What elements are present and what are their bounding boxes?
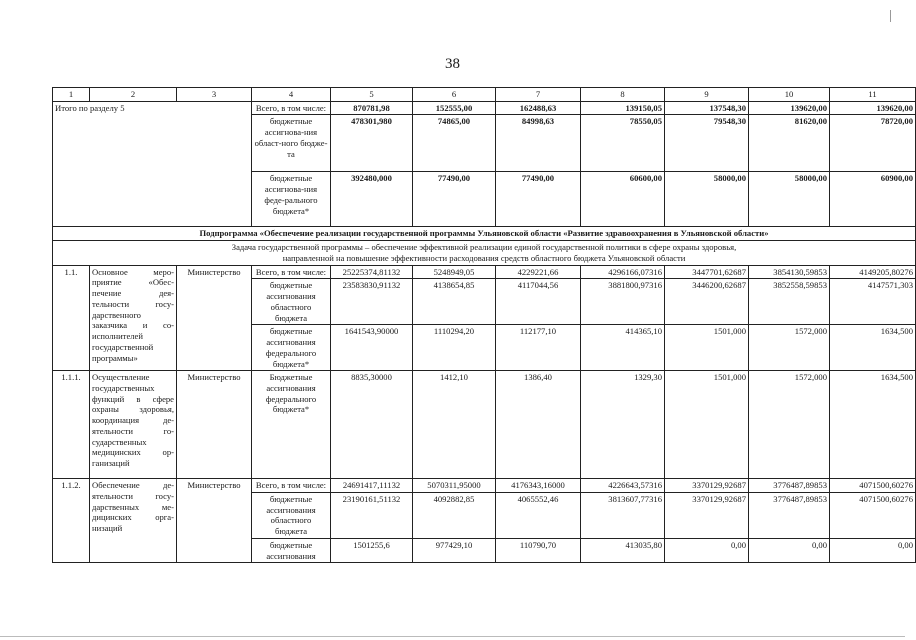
total-label: Итого по разделу 5 xyxy=(53,101,252,227)
value-cell: 1634,500 xyxy=(830,325,916,371)
value-cell: 3854130,59853 xyxy=(749,265,830,279)
value-cell: 1412,10 xyxy=(413,371,496,479)
header-cell: 9 xyxy=(665,88,749,102)
funding-kind: Всего, в том числе: xyxy=(252,479,331,493)
value-cell: 4071500,60276 xyxy=(830,493,916,539)
header-cell: 8 xyxy=(581,88,665,102)
value-cell: 139150,05 xyxy=(581,101,665,115)
item-number: 1.1.1. xyxy=(53,371,90,479)
value-cell: 4149205,80276 xyxy=(830,265,916,279)
value-cell: 5070311,95000 xyxy=(413,479,496,493)
value-cell: 152555,00 xyxy=(413,101,496,115)
value-cell: 3370129,92687 xyxy=(665,493,749,539)
item-executor: Министерство xyxy=(177,371,252,479)
value-cell: 112177,10 xyxy=(496,325,581,371)
value-cell: 3446200,62687 xyxy=(665,279,749,325)
funding-kind: бюджетные ассигнова-ния феде-рального бюджета* xyxy=(252,172,331,227)
value-cell: 1572,000 xyxy=(749,371,830,479)
value-cell: 414365,10 xyxy=(581,325,665,371)
total-row xyxy=(53,101,916,115)
value-cell: 1110294,20 xyxy=(413,325,496,371)
value-cell: 870781,98 xyxy=(331,101,413,115)
item-row xyxy=(53,371,916,479)
funding-kind: бюджетные ассигнования областного бюджета xyxy=(252,279,331,325)
value-cell: 78550,05 xyxy=(581,115,665,172)
task-row xyxy=(53,241,916,265)
scan-edge-line xyxy=(0,636,905,637)
value-cell: 139620,00 xyxy=(749,101,830,115)
item-number: 1.1.2. xyxy=(53,479,90,563)
value-cell: 0,00 xyxy=(749,538,830,562)
value-cell: 24691417,11132 xyxy=(331,479,413,493)
value-cell: 1501255,6 xyxy=(331,538,413,562)
value-cell: 77490,00 xyxy=(413,172,496,227)
header-cell: 2 xyxy=(90,88,177,102)
value-cell: 4229221,66 xyxy=(496,265,581,279)
value-cell: 3447701,62687 xyxy=(665,265,749,279)
value-cell: 0,00 xyxy=(665,538,749,562)
value-cell: 4065552,46 xyxy=(496,493,581,539)
value-cell: 81620,00 xyxy=(749,115,830,172)
item-executor: Министерство xyxy=(177,479,252,563)
value-cell: 58000,00 xyxy=(749,172,830,227)
value-cell: 4092882,85 xyxy=(413,493,496,539)
value-cell: 4138654,85 xyxy=(413,279,496,325)
value-cell: 0,00 xyxy=(830,538,916,562)
task-description xyxy=(53,241,916,265)
value-cell: 1641543,90000 xyxy=(331,325,413,371)
value-cell: 60600,00 xyxy=(581,172,665,227)
value-cell: 84998,63 xyxy=(496,115,581,172)
value-cell: 4147571,303 xyxy=(830,279,916,325)
funding-kind: Всего, в том числе: xyxy=(252,101,331,115)
item-name: Основное меро-приятие «Обес-печение дея-тельности госу-дарственного заказчика и со-исполнителей государственной программы» xyxy=(90,265,177,371)
item-row xyxy=(53,479,916,493)
value-cell: 60900,00 xyxy=(830,172,916,227)
value-cell: 3776487,89853 xyxy=(749,493,830,539)
value-cell: 4176343,16000 xyxy=(496,479,581,493)
item-executor: Министерство xyxy=(177,265,252,371)
value-cell: 162488,63 xyxy=(496,101,581,115)
value-cell: 478301,980 xyxy=(331,115,413,172)
value-cell: 4226643,57316 xyxy=(581,479,665,493)
value-cell: 58000,00 xyxy=(665,172,749,227)
header-cell: 1 xyxy=(53,88,90,102)
value-cell: 3813607,77316 xyxy=(581,493,665,539)
task-line: Задача государственной программы – обеспечение эффективной реализации единой государственной политики в сфере охраны здоровья, xyxy=(231,242,737,253)
value-cell: 5248949,05 xyxy=(413,265,496,279)
value-cell: 8835,30000 xyxy=(331,371,413,479)
value-cell: 4296166,07316 xyxy=(581,265,665,279)
value-cell: 25225374,81132 xyxy=(331,265,413,279)
scan-mark xyxy=(890,10,891,22)
value-cell: 77490,00 xyxy=(496,172,581,227)
value-cell: 3881800,97316 xyxy=(581,279,665,325)
value-cell: 977429,10 xyxy=(413,538,496,562)
funding-kind: Бюджетные ассигнования федерального бюджета* xyxy=(252,371,331,479)
value-cell: 1634,500 xyxy=(830,371,916,479)
value-cell: 3776487,89853 xyxy=(749,479,830,493)
subprogram-row xyxy=(53,227,916,241)
value-cell: 23583830,91132 xyxy=(331,279,413,325)
value-cell: 139620,00 xyxy=(830,101,916,115)
funding-kind: бюджетные ассигнования областного бюджета xyxy=(252,493,331,539)
value-cell: 4071500,60276 xyxy=(830,479,916,493)
header-cell: 7 xyxy=(496,88,581,102)
value-cell: 3370129,92687 xyxy=(665,479,749,493)
item-number: 1.1. xyxy=(53,265,90,371)
value-cell: 4117044,56 xyxy=(496,279,581,325)
task-line: направленной на повышение эффективности расходования средств областного бюджета Ульяновской области xyxy=(282,252,686,263)
item-name: Обеспечение де-ятельности госу-дарственных ме-дицинских орга-низаций xyxy=(90,479,177,563)
value-cell: 74865,00 xyxy=(413,115,496,172)
value-cell: 23190161,51132 xyxy=(331,493,413,539)
value-cell: 3852558,59853 xyxy=(749,279,830,325)
value-cell: 1386,40 xyxy=(496,371,581,479)
value-cell: 1501,000 xyxy=(665,371,749,479)
value-cell: 392480,000 xyxy=(331,172,413,227)
value-cell: 1329,30 xyxy=(581,371,665,479)
value-cell: 1501,000 xyxy=(665,325,749,371)
value-cell: 110790,70 xyxy=(496,538,581,562)
header-cell: 4 xyxy=(252,88,331,102)
value-cell: 78720,00 xyxy=(830,115,916,172)
header-cell: 11 xyxy=(830,88,916,102)
item-name: Осуществление государственных функций в сфере охраны здоровья, координация де-ятельности го-сударственных медицинских ор-ганизаций xyxy=(90,371,177,479)
funding-kind: бюджетные ассигнова-ния област-ного бюдже-та xyxy=(252,115,331,172)
value-cell: 413035,80 xyxy=(581,538,665,562)
value-cell: 137548,30 xyxy=(665,101,749,115)
subprogram-title: Подпрограмма «Обеспечение реализации государственной программы Ульяновской области «Развитие здравоохранения в Ульяновской области» xyxy=(53,227,916,241)
value-cell: 79548,30 xyxy=(665,115,749,172)
value-cell: 1572,000 xyxy=(749,325,830,371)
header-cell: 10 xyxy=(749,88,830,102)
header-cell: 6 xyxy=(413,88,496,102)
funding-kind: бюджетные ассигнования xyxy=(252,538,331,562)
funding-kind: бюджетные ассигнования федерального бюджета* xyxy=(252,325,331,371)
header-cell: 5 xyxy=(331,88,413,102)
budget-table xyxy=(52,87,916,563)
header-row xyxy=(53,88,916,102)
header-cell: 3 xyxy=(177,88,252,102)
funding-kind: Всего, в том числе: xyxy=(252,265,331,279)
item-row xyxy=(53,265,916,279)
page-number: 38 xyxy=(445,56,460,72)
